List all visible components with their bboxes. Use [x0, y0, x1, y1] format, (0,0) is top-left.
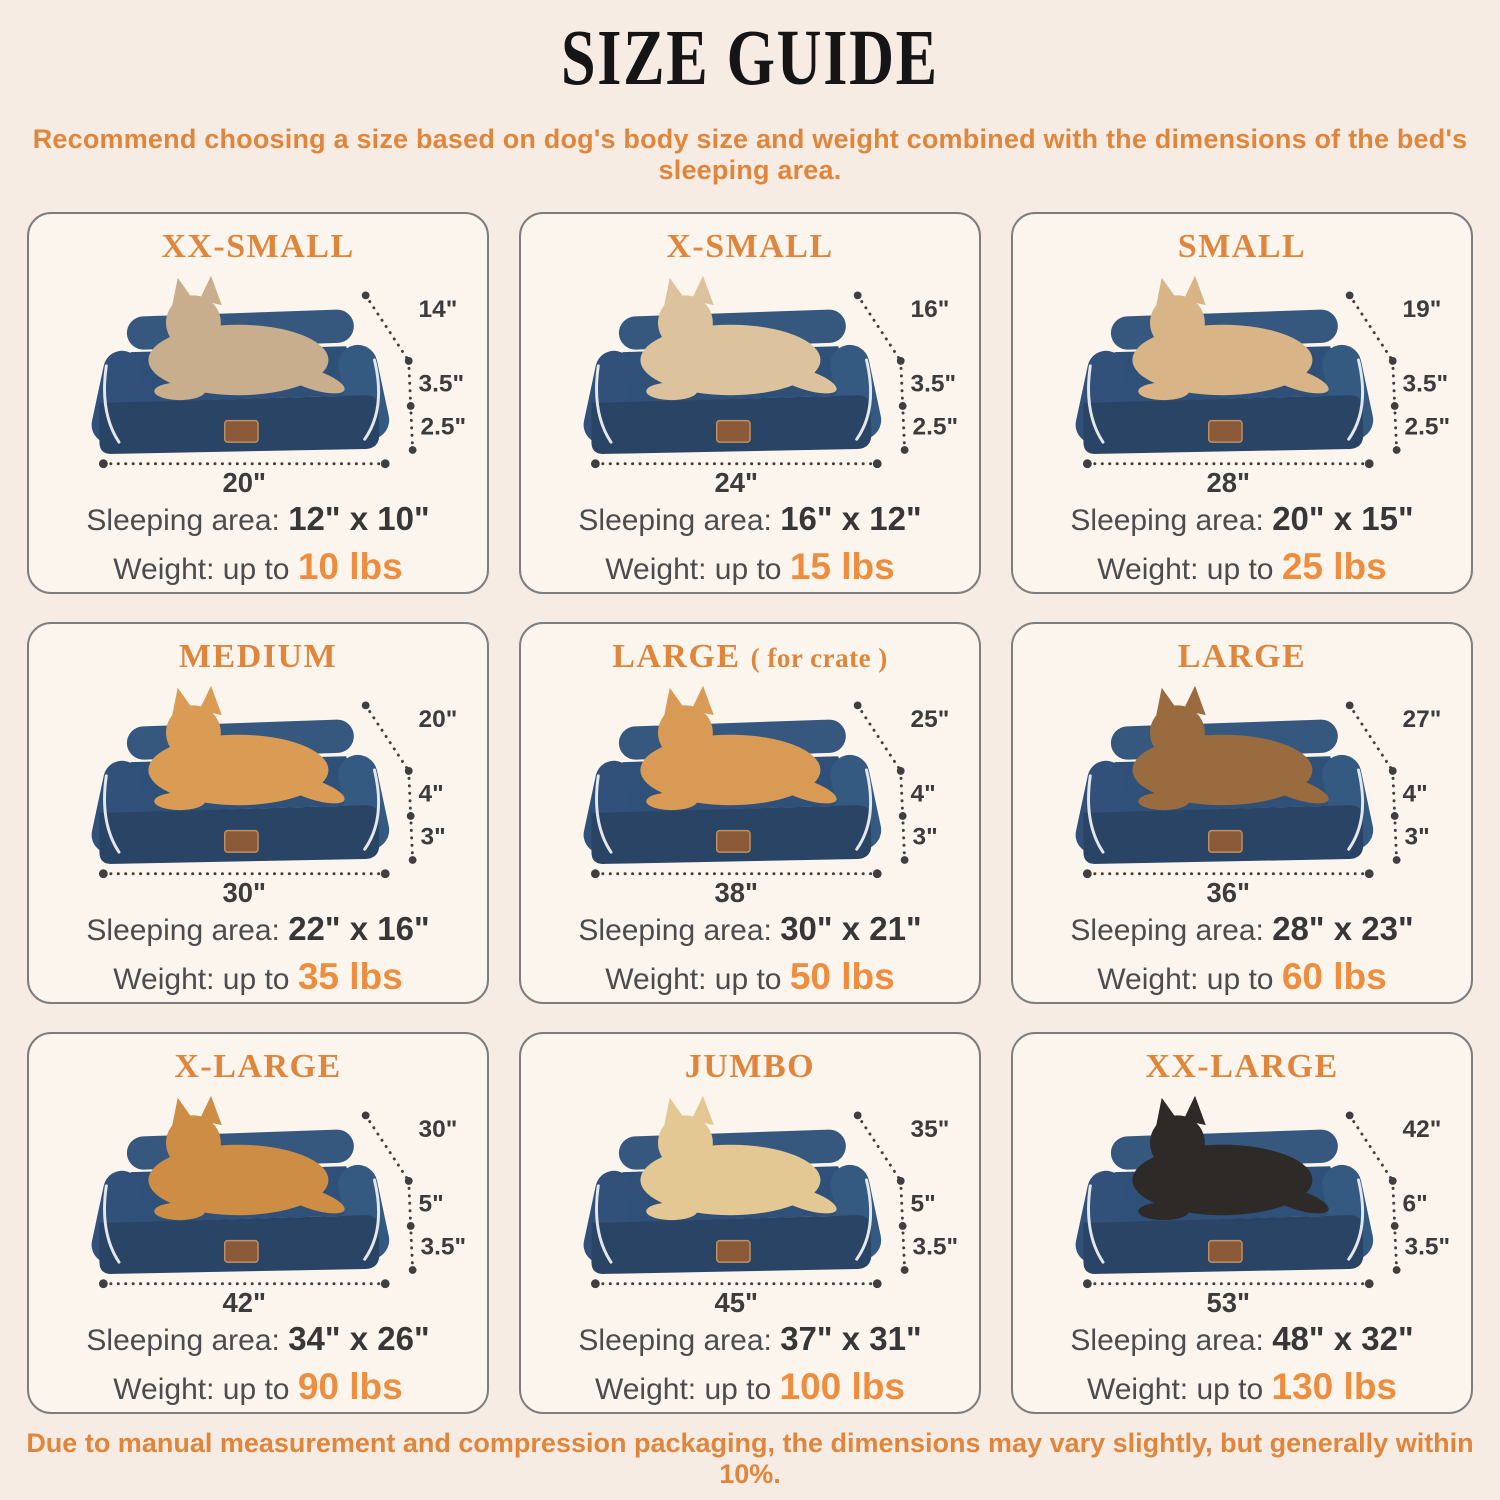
size-title: XX-SMALL — [161, 227, 355, 265]
dim-bolster-label: 3.5" — [910, 369, 957, 397]
bed-figure — [46, 1086, 470, 1316]
sleeping-area-line: Sleeping area: 30" x 21" — [578, 909, 922, 947]
bed-figure — [1030, 676, 1454, 906]
dim-bolster-label: 6" — [1402, 1189, 1428, 1217]
weight-line: Weight: up to 15 lbs — [605, 546, 895, 588]
dim-length-label: 19" — [1402, 295, 1442, 323]
size-card-small — [1011, 212, 1473, 594]
dim-length-label: 14" — [418, 295, 458, 323]
bed-figure — [46, 676, 470, 906]
dim-length-label: 25" — [910, 705, 950, 733]
size-card-medium — [27, 622, 489, 1004]
bed-figure — [1030, 266, 1454, 496]
size-card-large — [1011, 622, 1473, 1004]
dim-bolster-label: 4" — [1402, 779, 1428, 807]
dim-base-label: 3" — [912, 823, 938, 851]
dim-width-label: 53" — [1206, 1286, 1251, 1316]
dim-width-label: 42" — [222, 1286, 267, 1316]
page-subtitle: Recommend choosing a size based on dog's body size and weight combined with the dimensions of the bed's sleeping area. — [32, 123, 1468, 185]
size-title: LARGE — [1177, 637, 1307, 675]
size-title: MEDIUM — [178, 637, 338, 675]
dim-base-label: 3.5" — [912, 1233, 959, 1261]
sleeping-area-line: Sleeping area: 34" x 26" — [86, 1319, 430, 1357]
size-card-x-small — [519, 212, 981, 594]
weight-line: Weight: up to 50 lbs — [605, 956, 895, 998]
bed-figure — [46, 266, 470, 496]
dim-width-label: 45" — [714, 1286, 759, 1316]
size-title: X-SMALL — [666, 227, 834, 265]
dim-width-label: 24" — [714, 466, 759, 496]
weight-line: Weight: up to 35 lbs — [113, 956, 403, 998]
size-title: JUMBO — [684, 1047, 816, 1085]
sleeping-area-line: Sleeping area: 28" x 23" — [1070, 909, 1414, 947]
size-title: SMALL — [1177, 227, 1307, 265]
sleeping-area-line: Sleeping area: 16" x 12" — [578, 499, 922, 537]
sleeping-area-line: Sleeping area: 48" x 32" — [1070, 1319, 1414, 1357]
size-title: X-LARGE — [174, 1047, 342, 1085]
disclaimer-text: Due to manual measurement and compression packaging, the dimensions may vary slightly, but generally within 10%. — [26, 1428, 1474, 1489]
size-card-xx-large — [1011, 1032, 1473, 1414]
dim-bolster-label: 5" — [910, 1189, 936, 1217]
size-card-large-for-crate — [519, 622, 981, 1004]
dim-width-label: 30" — [222, 876, 267, 906]
dim-base-label: 2.5" — [1404, 413, 1451, 441]
dim-bolster-label: 3.5" — [418, 369, 465, 397]
dim-length-label: 30" — [418, 1115, 458, 1143]
dim-base-label: 3.5" — [1404, 1233, 1451, 1261]
dim-base-label: 3" — [1404, 823, 1430, 851]
dim-bolster-label: 4" — [910, 779, 936, 807]
weight-line: Weight: up to 90 lbs — [113, 1366, 403, 1408]
dim-width-label: 38" — [714, 876, 759, 906]
dim-bolster-label: 4" — [418, 779, 444, 807]
dim-width-label: 28" — [1206, 466, 1251, 496]
dim-length-label: 42" — [1402, 1115, 1442, 1143]
dim-bolster-label: 3.5" — [1402, 369, 1449, 397]
sleeping-area-line: Sleeping area: 22" x 16" — [86, 909, 430, 947]
dim-base-label: 3" — [420, 823, 446, 851]
size-card-x-large — [27, 1032, 489, 1414]
sleeping-area-line: Sleeping area: 37" x 31" — [578, 1319, 922, 1357]
dim-bolster-label: 5" — [418, 1189, 444, 1217]
bed-figure — [538, 676, 962, 906]
sleeping-area-line: Sleeping area: 12" x 10" — [86, 499, 430, 537]
sleeping-area-line: Sleeping area: 20" x 15" — [1070, 499, 1414, 537]
dim-width-label: 20" — [222, 466, 267, 496]
header — [0, 0, 1500, 186]
dim-length-label: 35" — [910, 1115, 950, 1143]
weight-line: Weight: up to 130 lbs — [1086, 1366, 1398, 1408]
dim-base-label: 3.5" — [420, 1233, 467, 1261]
dim-length-label: 20" — [418, 705, 458, 733]
weight-line: Weight: up to 60 lbs — [1097, 956, 1387, 998]
dim-base-label: 2.5" — [420, 413, 467, 441]
dim-width-label: 36" — [1206, 876, 1251, 906]
size-card-jumbo — [519, 1032, 981, 1414]
bed-figure — [538, 266, 962, 496]
size-title: LARGE ( for crate ) — [612, 637, 888, 675]
weight-line: Weight: up to 100 lbs — [594, 1366, 906, 1408]
size-title: XX-LARGE — [1145, 1047, 1339, 1085]
dim-base-label: 2.5" — [912, 413, 959, 441]
dim-length-label: 16" — [910, 295, 950, 323]
size-card-xx-small — [27, 212, 489, 594]
bed-figure — [538, 1086, 962, 1316]
weight-line: Weight: up to 10 lbs — [113, 546, 403, 588]
page-title: SIZE GUIDE — [561, 13, 939, 103]
weight-line: Weight: up to 25 lbs — [1097, 546, 1387, 588]
bed-figure — [1030, 1086, 1454, 1316]
dim-length-label: 27" — [1402, 705, 1442, 733]
size-card-grid — [0, 212, 1500, 1414]
